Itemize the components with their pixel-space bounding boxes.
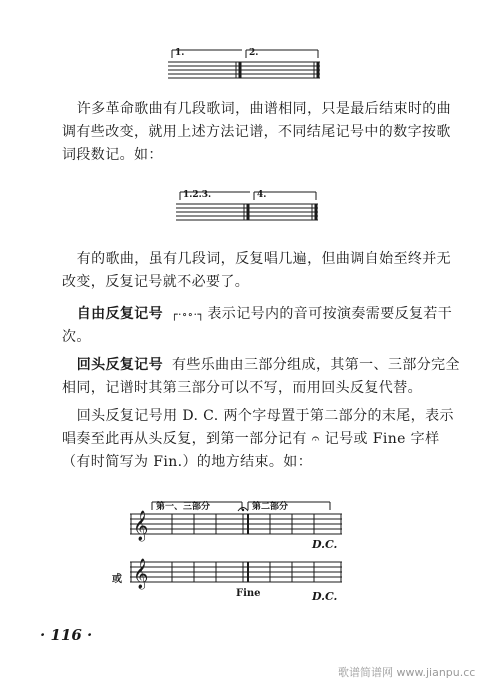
fine-mark: Fine: [236, 588, 261, 599]
or-label: 或: [112, 574, 122, 585]
dc-example-fine: [112, 556, 344, 608]
page-number: · 116 ·: [40, 626, 93, 644]
free-repeat-description: 表示记号内的音可按演奏需要反复若干次。: [62, 306, 453, 345]
bracket-label-part-2: 第二部分: [252, 502, 289, 512]
bracket-label-parts-1-3: 第一、三部分: [156, 502, 211, 512]
paragraph-1: 许多革命歌曲有几段歌词，曲谱相同，只是最后结束时的曲调有些改变，就用上述方法记谱，不同结尾记号中的数字按歌词段数记。如：: [62, 101, 452, 163]
term-free-repeat: 自由反复记号: [76, 306, 164, 322]
staff-ending-1: [168, 46, 320, 82]
ending-example-2: [176, 188, 318, 224]
paragraph-4: [62, 354, 460, 400]
dc-mark-1: D.C.: [312, 538, 338, 551]
da-capo-description: 有些乐曲由三部分组成，其第一、三部分完全相同，记谱时其第三部分可以不写，而用回头反复代替。: [62, 357, 460, 396]
paragraph-2: 有的歌曲，虽有几段词，反复唱几遍，但曲调自始至终并无改变，反复记号就不必要了。: [62, 251, 452, 290]
paragraph-5: 回头反复记号用 D. C. 两个字母置于第二部分的末尾，表示唱奏至此再从头反复，到第一部分记有 𝄐 记号或 Fine 字样（有时简写为 Fin.）的地方结束。如：: [62, 408, 454, 470]
dc-mark-2: D.C.: [312, 590, 338, 603]
ending-label-4: 4.: [257, 190, 267, 200]
svg-text:𝄞: 𝄞: [133, 511, 149, 541]
dc-example-fermata: [130, 496, 344, 554]
svg-text:𝄞: 𝄞: [133, 559, 149, 589]
ending-label-2: 2.: [249, 48, 259, 58]
free-repeat-symbol: ┌·∘∘·┐: [170, 308, 205, 321]
ending-example-1: [168, 46, 320, 82]
site-watermark: 歌谱简谱网 www.jianpu.cc: [338, 666, 476, 679]
staff-dc-fine: [112, 556, 344, 608]
ending-label-1: 1.: [175, 48, 185, 58]
ending-label-123: 1.2.3.: [183, 190, 212, 200]
paragraph-3: [62, 303, 460, 349]
term-da-capo: 回头反复记号: [76, 357, 164, 373]
